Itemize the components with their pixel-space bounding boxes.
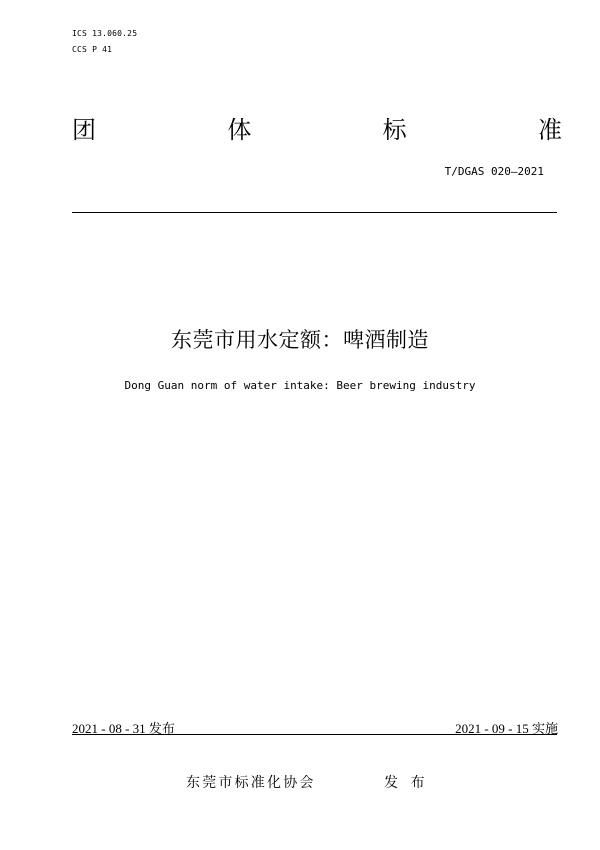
standard-number: T/DGAS 020—2021 [444, 165, 544, 178]
issue-date: 2021 - 08 - 31 发布 [72, 721, 175, 736]
document-title-chinese: 东莞市用水定额：啤酒制造 [171, 328, 429, 352]
standard-type-char: 团 [72, 116, 96, 144]
header-divider [72, 212, 557, 213]
standard-type-char: 标 [382, 116, 407, 144]
document-title-english: Dong Guan norm of water intake: Beer brewing industry [124, 379, 476, 392]
publisher-name: 东莞市标准化协会 [186, 775, 316, 791]
publish-label: 发 布 [384, 775, 429, 791]
ccs-code: CCS P 41 [72, 45, 113, 54]
standard-type-char: 准 [537, 116, 562, 144]
ics-code: ICS 13.060.25 [72, 29, 138, 38]
standard-type-char: 体 [227, 116, 252, 144]
implementation-date: 2021 - 09 - 15 实施 [455, 721, 558, 736]
standard-type-heading [72, 114, 562, 146]
footer-divider [72, 734, 557, 735]
